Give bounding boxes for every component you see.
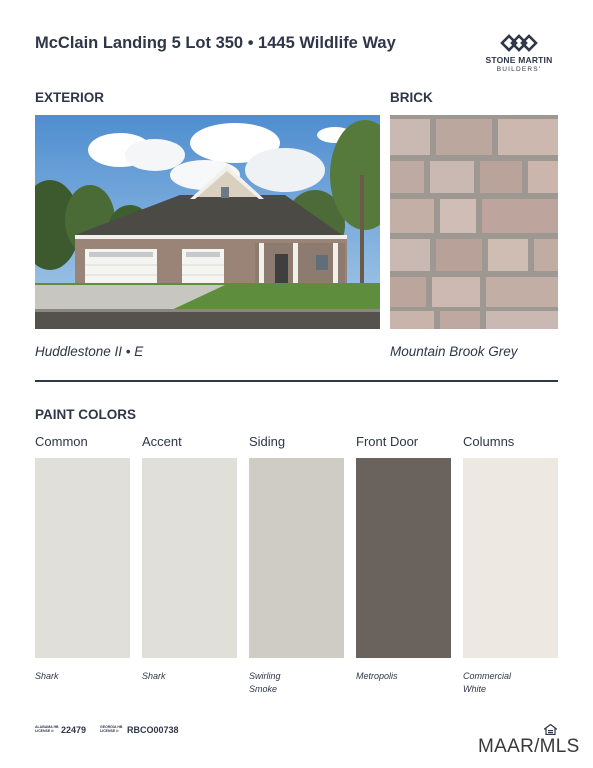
paint-name-siding <box>249 670 344 696</box>
license2-label-line2: LICENSE #: <box>100 729 120 733</box>
exterior-rendering <box>35 115 380 329</box>
paint-name-line1: Commercial <box>463 671 512 681</box>
paint-swatch-accent <box>142 458 237 658</box>
logo-subtitle: BUILDERS' <box>496 66 542 73</box>
page-title: McClain Landing 5 Lot 350 • 1445 Wildlife Way <box>35 34 396 52</box>
paint-name-line2: White <box>463 684 487 694</box>
brick-caption: Mountain Brook Grey <box>390 344 518 359</box>
exterior-caption: Huddlestone II • E <box>35 344 144 359</box>
license2-label-line1: GEORGIA HB <box>100 725 123 729</box>
license1-label-line1: ALABAMA HB <box>35 725 59 729</box>
paint-name-line1: Swirling <box>249 671 281 681</box>
section-divider <box>35 380 558 382</box>
paint-name-line1: Metropolis <box>356 671 398 681</box>
paint-name-common <box>35 670 130 683</box>
builder-logo-icon <box>500 33 538 53</box>
brick-label: BRICK <box>390 90 433 105</box>
license1-number: 22479 <box>61 725 87 735</box>
paint-swatch-columns <box>463 458 558 658</box>
paint-name-accent <box>142 670 237 683</box>
paint-name-front-door <box>356 670 451 683</box>
license2-number: RBCO00738 <box>127 725 179 735</box>
paint-header-front-door: Front Door <box>356 434 419 449</box>
paint-header-siding: Siding <box>249 434 286 449</box>
paint-name-columns <box>463 670 558 696</box>
paint-swatch-common <box>35 458 130 658</box>
brick-sample <box>390 115 558 329</box>
builder-logo <box>478 33 560 81</box>
paint-swatch-siding <box>249 458 344 658</box>
license1-label <box>35 725 59 733</box>
license1-label-line2: LICENSE #: <box>35 729 55 733</box>
paint-name-line1: Shark <box>35 671 59 681</box>
paint-header-columns: Columns <box>463 434 515 449</box>
paint-colors-label: PAINT COLORS <box>35 407 136 422</box>
paint-header-accent: Accent <box>142 434 182 449</box>
paint-name-line2: Smoke <box>249 684 278 694</box>
paint-name-line1: Shark <box>142 671 166 681</box>
paint-header-common: Common <box>35 434 88 449</box>
paint-swatch-front-door <box>356 458 451 658</box>
mls-watermark: MAAR/MLS <box>478 736 580 757</box>
license2-label <box>100 725 126 733</box>
logo-name: STONE MARTIN <box>485 55 553 65</box>
exterior-label: EXTERIOR <box>35 90 105 105</box>
